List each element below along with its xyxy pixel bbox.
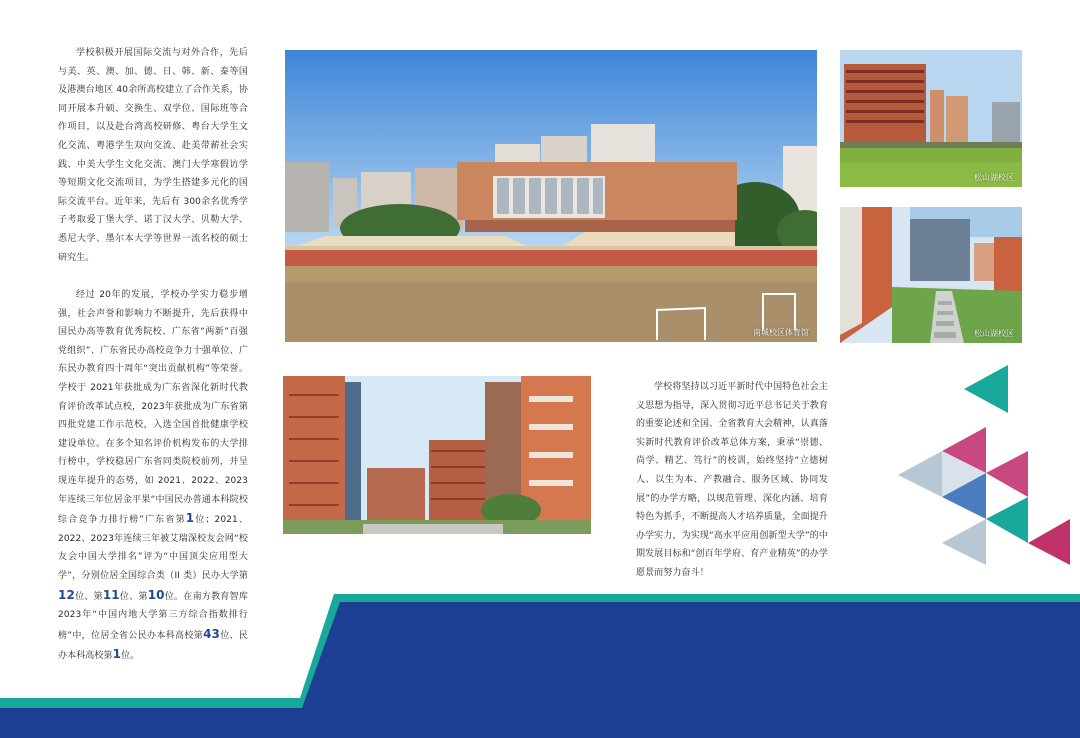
intro-paragraph-text: 学校积极开展国际交流与对外合作，先后与美、英、澳、加、德、日、韩、新、泰等国及港澳台地区 40余所高校建立了合作关系，协同开展本升硕、交换生、双学位、国际班等合作项目，以及赴台湾高校研修、粤台大学生文化交流、粤港学生双向交流、赴美带薪社会实践、中美大学生文化交流、澳门大学寒假访学等短期文化交流项目，为学生搭建多元化的国际交流平台。近年来，先后有 300余名优秀学子考取爱丁堡大学、诺丁汉大学、贝勒大学、悉尼大学、墨尔本大学等世界一流名校的硕士研究生。 [58,48,248,263]
gray-triangle-left [898,451,942,497]
intro-paragraph-international [58,44,248,267]
vision-paragraph [636,378,828,583]
teal-triangle-top [964,365,1008,413]
development-text-3: 位、第 [74,591,103,602]
teal-triangle-bottom [986,497,1028,543]
photo-campus-walkway [840,207,1022,343]
rank-number: 1 [112,647,122,662]
decorative-triangles [898,365,1070,575]
magenta-triangle-bottom [1028,519,1070,565]
gray-triangle-bottom [942,519,986,565]
rank-number: 11 [102,587,120,602]
photo-caption: 松山湖校区 [974,329,1014,338]
photo-caption: 南城校区体育馆 [753,328,809,337]
photo-gymnasium [285,50,817,342]
rank-number: 10 [147,587,165,602]
development-text-4: 位、第 [119,591,148,602]
rank-number: 12 [58,587,75,602]
vision-text: 学校将坚持以习近平新时代中国特色社会主义思想为指导，深入贯彻习近平总书记关于教育的重要论述和全国、全省教育大会精神，认真落实新时代教育评价改革总体方案，秉承“崇德、尚学、精艺、笃行”的校训，始终坚持“立德树人、以生为本、产教融合、服务区域、协同发展”的办学方略，以规范管理、深化内涵、培育特色为抓手，不断提高人才培养质量，全面提升办学实力，为实现“高水平应用创新型大学”的中期发展目标和“创百年学府、育产业精英”的办学愿景而努力奋斗！ [636,382,828,578]
development-text-1: 经过 20年的发展，学校办学实力稳步增强，社会声誉和影响力不断提升，先后获得中国民办高等教育优秀院校、广东省“两新”百强党组织”、广东省民办高校竞争力十强单位、广东民办教育四十周年“突出贡献机构”等荣誉。学校于 2021年获批成为广东省深化新时代教育评价改革试点校，2023年获批成为广东省第四批党建工作示范校，入选全国首批健康学校建设单位。在多个知名评价机构发布的大学排行榜中，学校稳居广东省同类院校前列，并呈现连年提升的态势，如 2021、2022、2023年连续三年位居金平果“中国民办普通本科院校综合竞争力排行榜”广东省第 [58,290,248,526]
magenta-triangle-right [986,451,1028,497]
photo-campus-dormitory [840,50,1022,187]
rank-number: 1 [185,511,195,526]
photo-caption: 松山湖校区 [974,173,1014,182]
development-text-2: 位；2021、2022、2023年连续三年被艾瑞深校友会网“校友会中国大学排名”评为“中国顶尖应用型大学”，分别位居全国综合类（II 类）民办大学第 [58,515,249,581]
footer-wave-band [0,580,1080,738]
photo-teaching-buildings [283,376,591,534]
rank-number: 43 [203,626,220,641]
development-text-5: 位。在南方教育智库 2023年“中国内地大学第三方综合指数排行榜”中，位居全省公民办本科高校第 [58,591,248,641]
development-text-7: 位。 [121,651,140,662]
development-text-6: 位、民办本科高校第 [58,630,248,662]
